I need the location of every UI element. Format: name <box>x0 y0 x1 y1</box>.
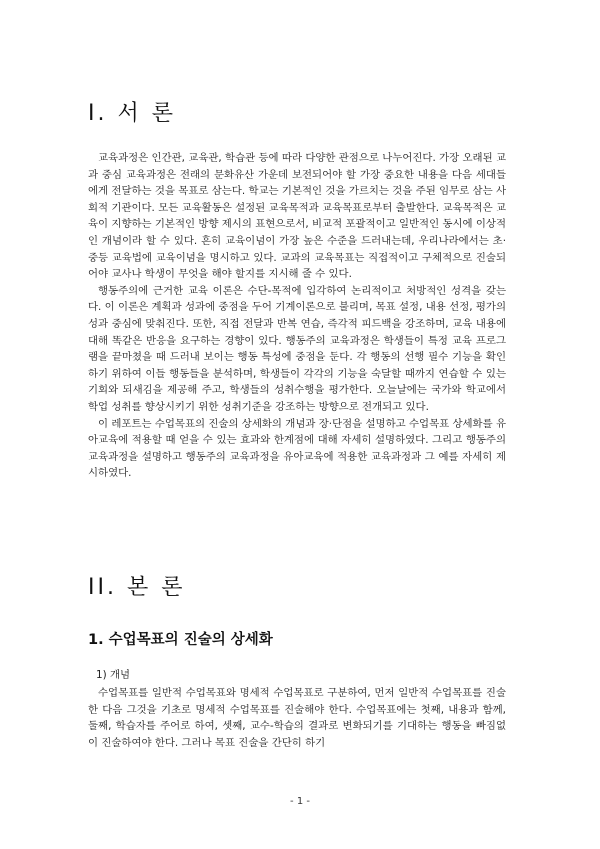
page-number: - 1 - <box>290 796 310 807</box>
subsection-heading: 1. 수업목표의 진술의 상세화 <box>88 632 273 648</box>
body-paragraph: 행동주의에 근거한 교육 이론은 수단-목적에 입각하여 논리적이고 처방적인 성격을 갖는다. 이 이론은 계획과 성과에 중점을 두어 기계이론으로 불리며, 목표 설정, 내용 선정, 평가의 성과 중심에 맞춰진다. 또한, 직접 전달과 반복 연습, 즉각적 피드백을 강조하며, 교육 내용에 대해 똑같은 반응을 요구하는 경향이 있다. 행동주의 교육과정은 학생들이 특정 교육 프로그램을 끝마쳤을 때 드러내 보이는 행동 특성에 중점을 둔다. 각 행동의 선행 필수 기능을 확인하기 위하여 이들 행동들을 분석하며, 학생들이 각각의 기능을 숙달할 때까지 연습할 수 있는 기회와 되새김을 제공해 주고, 학생들의 성취수행을 평가한다. 오늘날에는 국가와 학교에서 학업 성취를 향상시키기 위한 성취기준을 강조하는 방향으로 전개되고 있다. <box>88 284 506 413</box>
item-label: 1) 개념 <box>96 669 131 681</box>
introduction-body <box>88 150 506 482</box>
body-paragraph: 수업목표를 일반적 수업목표와 명세적 수업목표로 구분하여, 먼저 일반적 수업목표를 진술한 다음 그것을 기초로 명세적 수업목표를 진술해야 한다. 수업목표에는 첫째, 내용과 함께, 둘째, 학습자를 주어로 하여, 셋째, 교수-학습의 결과로 변화되기를 기대하는 행동을 빠짐없이 진술하여야 한다. 그러나 목표 진술을 간단히 하기 <box>88 687 506 749</box>
concept-body <box>88 685 506 751</box>
section-heading-body: II. 본 론 <box>88 575 186 600</box>
body-paragraph: 교육과정은 인간관, 교육관, 학습관 등에 따라 다양한 관점으로 나누어진다. 가장 오래된 교과 중심 교육과정은 전래의 문화유산 가운데 보전되어야 할 가장 중요한 내용을 다음 세대들에게 전달하는 것을 목표로 삼는다. 학교는 기본적인 것을 가르치는 것을 주된 임무로 삼는 사회적 기관이다. 모든 교육활동은 설정된 교육목적과 교육목표로부터 출발한다. 교육목적은 교육이 지향하는 기본적인 방향 제시의 표현으로서, 비교적 포괄적이고 일반적인 동시에 이상적인 개념이라 할 수 있다. 흔히 교육이념이 가장 높은 수준을 드러내는데, 우리나라에서는 초·중등 교육법에 교육이념을 명시하고 있다. 교과의 교육목표는 직접적이고 구체적으로 진술되어야 교사나 학생이 무엇을 해야 할지를 지시해 줄 수 있다. <box>88 152 506 281</box>
body-paragraph: 이 레포트는 수업목표의 진술의 상세화의 개념과 장·단점을 설명하고 수업목표 상세화를 유아교육에 적용할 때 얻을 수 있는 효과와 한계점에 대해 자세히 설명하였다. 그리고 행동주의 교육과정을 설명하고 행동주의 교육과정을 유아교육에 적용한 교육과정과 그 예를 자세히 제시하였다. <box>88 417 506 480</box>
section-heading-introduction: I. 서 론 <box>88 101 176 126</box>
